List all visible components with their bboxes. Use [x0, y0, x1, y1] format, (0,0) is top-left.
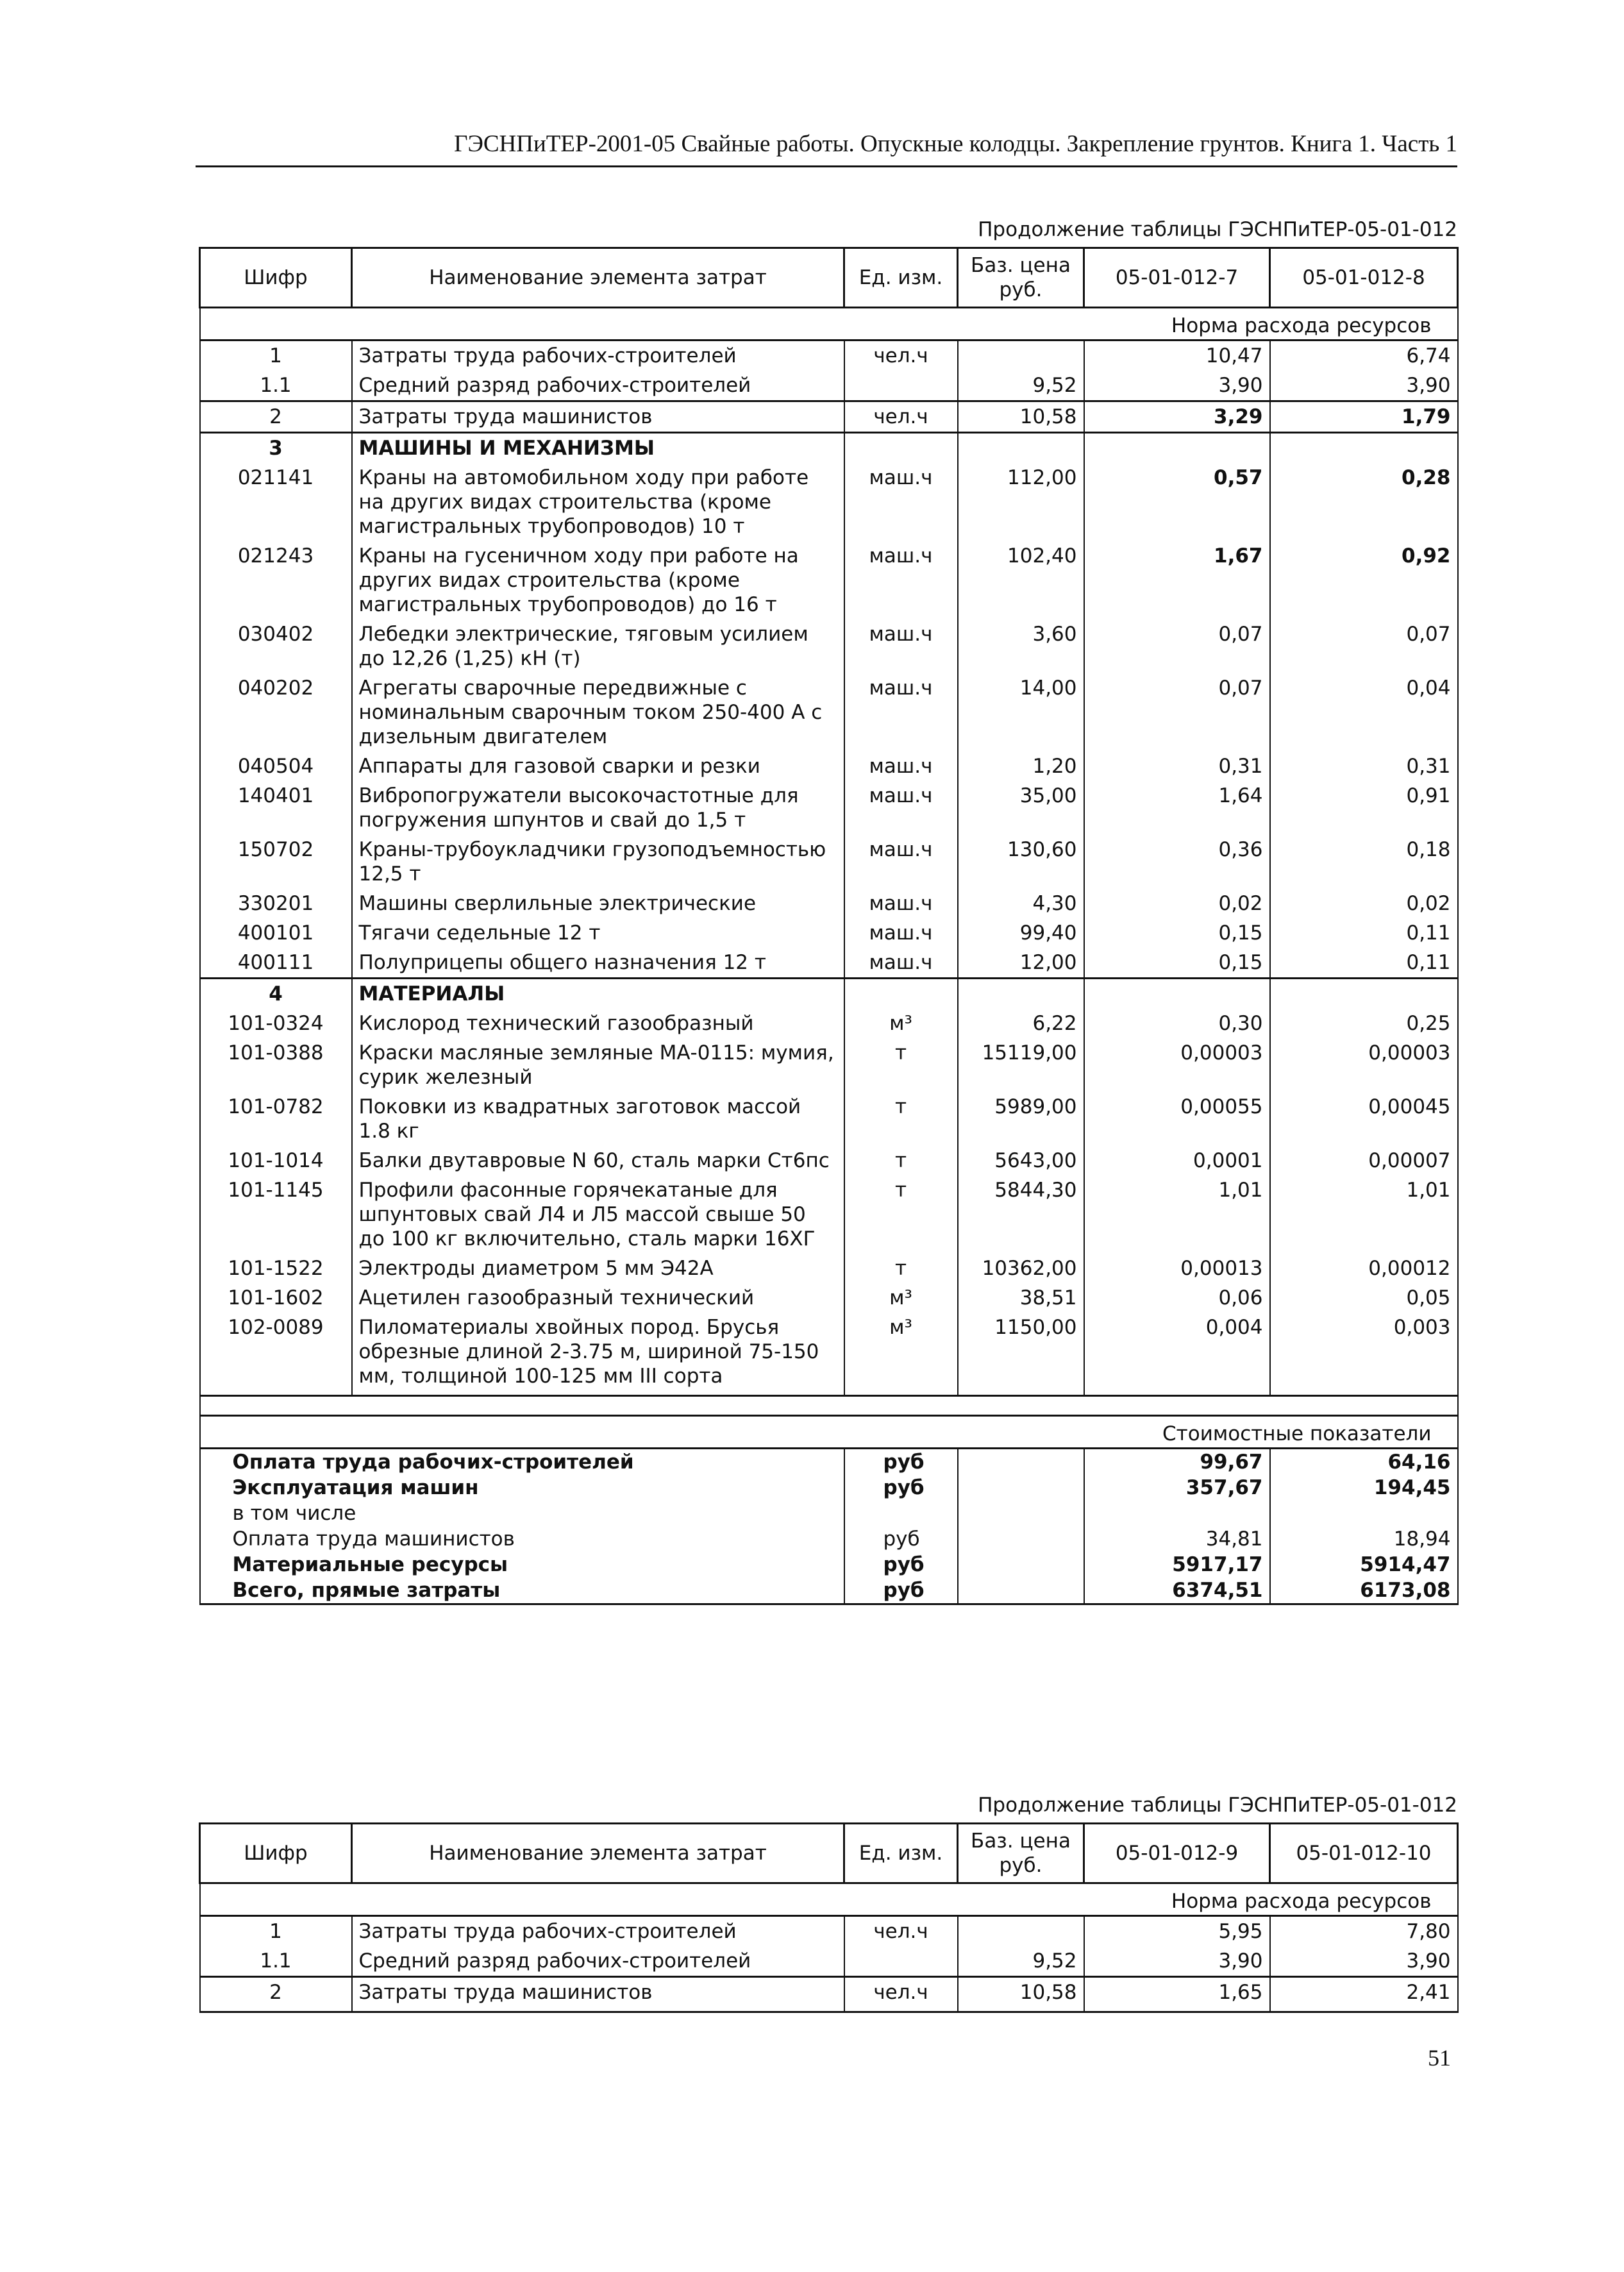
table-row: [200, 1092, 1458, 1146]
cost-label: в том числе: [200, 1501, 844, 1526]
row-code: 1.1: [200, 1946, 352, 1977]
empty-cell: [958, 433, 1084, 464]
row-price: 9,52: [958, 1946, 1084, 1977]
row-code: 400101: [200, 918, 352, 948]
row-code: 102-0089: [200, 1313, 352, 1396]
cost-row: [200, 1475, 1458, 1501]
cost-unit: [844, 1501, 958, 1526]
row-name: Агрегаты сварочные передвижные с номинальным сварочным током 250-400 А с дизельным двигателем: [352, 673, 844, 752]
cost-value-1: 34,81: [1084, 1526, 1270, 1552]
cost-value-1: [1084, 1501, 1270, 1526]
row-norm-2: 0,11: [1270, 948, 1458, 979]
row-unit: т: [844, 1092, 958, 1146]
row-name: Затраты труда рабочих-строителей: [352, 341, 844, 371]
section-row: [200, 979, 1458, 1009]
cost-unit: руб: [844, 1578, 958, 1604]
row-code: 1.1: [200, 371, 352, 401]
row-price: 130,60: [958, 835, 1084, 889]
cost-label: Всего, прямые затраты: [200, 1578, 844, 1604]
row-price: 1,20: [958, 752, 1084, 781]
row-price: [958, 341, 1084, 371]
row-code: 101-0324: [200, 1009, 352, 1038]
row-norm-2: 0,91: [1270, 781, 1458, 835]
row-unit: маш.ч: [844, 781, 958, 835]
row-norm-1: 3,29: [1084, 401, 1270, 433]
table-row: [200, 1916, 1458, 1947]
row-code: 040202: [200, 673, 352, 752]
row-norm-2: 0,18: [1270, 835, 1458, 889]
table-row: [200, 541, 1458, 619]
table-row: [200, 889, 1458, 918]
table-row: [200, 1283, 1458, 1313]
row-norm-2: 0,25: [1270, 1009, 1458, 1038]
row-norm-1: 1,67: [1084, 541, 1270, 619]
table-row: [200, 1977, 1458, 2012]
row-norm-1: 0,31: [1084, 752, 1270, 781]
table-row: [200, 1175, 1458, 1254]
row-norm-1: 0,07: [1084, 619, 1270, 673]
row-unit: чел.ч: [844, 1916, 958, 1947]
norm-band-label: Норма расхода ресурсов: [200, 308, 1458, 341]
table-caption: Продолжение таблицы ГЭСНПиТЕР-05-01-012: [978, 218, 1457, 241]
row-unit: чел.ч: [844, 341, 958, 371]
table-row: [200, 1038, 1458, 1092]
row-norm-2: 1,79: [1270, 401, 1458, 433]
table-row: [200, 1146, 1458, 1175]
resource-table: [199, 247, 1459, 1605]
row-code: 101-1602: [200, 1283, 352, 1313]
col-header-code: Шифр: [200, 248, 352, 308]
row-norm-1: 1,64: [1084, 781, 1270, 835]
row-norm-2: 3,90: [1270, 371, 1458, 401]
row-code: 021141: [200, 463, 352, 541]
row-norm-2: 0,92: [1270, 541, 1458, 619]
row-name: Затраты труда машинистов: [352, 1977, 844, 2012]
cost-band-row: [200, 1416, 1458, 1449]
row-norm-1: 3,90: [1084, 1946, 1270, 1977]
table-row: [200, 781, 1458, 835]
row-name: Вибропогружатели высокочастотные для погружения шпунтов и свай до 1,5 т: [352, 781, 844, 835]
col-header-norm-2: 05-01-012-8: [1270, 248, 1458, 308]
cost-unit: руб: [844, 1552, 958, 1578]
row-unit: маш.ч: [844, 835, 958, 889]
col-header-unit: Ед. изм.: [844, 248, 958, 308]
cost-value-1: 6374,51: [1084, 1578, 1270, 1604]
row-norm-2: 0,31: [1270, 752, 1458, 781]
row-price: 3,60: [958, 619, 1084, 673]
section-title: МАТЕРИАЛЫ: [352, 979, 844, 1009]
row-name: Балки двутавровые N 60, сталь марки Ст6пс: [352, 1146, 844, 1175]
col-header-code: Шифр: [200, 1824, 352, 1883]
resource-table-2-body: [200, 1824, 1458, 2012]
cost-label: Оплата труда рабочих-строителей: [200, 1449, 844, 1476]
row-price: 6,22: [958, 1009, 1084, 1038]
cost-value-2: 6173,08: [1270, 1578, 1458, 1604]
empty-cell: [1084, 979, 1270, 1009]
row-norm-1: 1,01: [1084, 1175, 1270, 1254]
running-header: ГЭСНПиТЕР-2001-05 Свайные работы. Опускные колодцы. Закрепление грунтов. Книга 1. Часть 1: [196, 128, 1457, 167]
row-code: 2: [200, 1977, 352, 2012]
row-name: Краны-трубоукладчики грузоподъемностью 12,5 т: [352, 835, 844, 889]
row-price: 14,00: [958, 673, 1084, 752]
row-unit: т: [844, 1254, 958, 1283]
row-norm-2: 0,00012: [1270, 1254, 1458, 1283]
row-norm-2: 0,02: [1270, 889, 1458, 918]
col-header-name: Наименование элемента затрат: [352, 248, 844, 308]
row-name: Профили фасонные горячекатаные для шпунтовых свай Л4 и Л5 массой свыше 50 до 100 кг включительно, сталь марки 16ХГ: [352, 1175, 844, 1254]
col-header-price: Баз. цена руб.: [958, 1824, 1084, 1883]
empty-cell: [1270, 433, 1458, 464]
row-name: Затраты труда машинистов: [352, 401, 844, 433]
row-code: 330201: [200, 889, 352, 918]
cost-unit: руб: [844, 1449, 958, 1476]
row-code: 2: [200, 401, 352, 433]
row-unit: т: [844, 1175, 958, 1254]
empty-cell: [958, 1578, 1084, 1604]
row-unit: м³: [844, 1009, 958, 1038]
row-price: [958, 1916, 1084, 1947]
row-price: 12,00: [958, 948, 1084, 979]
col-header-norm-2: 05-01-012-10: [1270, 1824, 1458, 1883]
row-price: 5643,00: [958, 1146, 1084, 1175]
row-norm-2: 7,80: [1270, 1916, 1458, 1947]
empty-cell: [958, 979, 1084, 1009]
row-code: 101-0388: [200, 1038, 352, 1092]
row-price: 112,00: [958, 463, 1084, 541]
row-unit: т: [844, 1146, 958, 1175]
row-norm-1: 0,07: [1084, 673, 1270, 752]
row-price: 1150,00: [958, 1313, 1084, 1396]
row-name: Краны на автомобильном ходу при работе на других видах строительства (кроме магистральных трубопроводов) 10 т: [352, 463, 844, 541]
table-row: [200, 752, 1458, 781]
row-price: 38,51: [958, 1283, 1084, 1313]
row-price: 9,52: [958, 371, 1084, 401]
page-number: 51: [1428, 2045, 1451, 2071]
row-unit: [844, 1946, 958, 1977]
col-header-name: Наименование элемента затрат: [352, 1824, 844, 1883]
row-unit: маш.ч: [844, 948, 958, 979]
row-norm-1: 0,57: [1084, 463, 1270, 541]
empty-cell: [958, 1475, 1084, 1501]
row-unit: маш.ч: [844, 889, 958, 918]
row-norm-1: 0,00055: [1084, 1092, 1270, 1146]
row-code: 150702: [200, 835, 352, 889]
row-price: 15119,00: [958, 1038, 1084, 1092]
empty-cell: [958, 1552, 1084, 1578]
table-row: [200, 619, 1458, 673]
row-code: 101-1145: [200, 1175, 352, 1254]
row-unit: маш.ч: [844, 541, 958, 619]
row-norm-1: 5,95: [1084, 1916, 1270, 1947]
row-code: 1: [200, 1916, 352, 1947]
row-price: 10362,00: [958, 1254, 1084, 1283]
row-code: 1: [200, 341, 352, 371]
cost-value-1: 5917,17: [1084, 1552, 1270, 1578]
row-name: Средний разряд рабочих-строителей: [352, 1946, 844, 1977]
row-name: Затраты труда рабочих-строителей: [352, 1916, 844, 1947]
table-row: [200, 948, 1458, 979]
row-norm-1: 0,0001: [1084, 1146, 1270, 1175]
empty-cell: [1270, 979, 1458, 1009]
cost-value-2: [1270, 1501, 1458, 1526]
table-row: [200, 835, 1458, 889]
row-price: 35,00: [958, 781, 1084, 835]
row-name: Электроды диаметром 5 мм Э42А: [352, 1254, 844, 1283]
section-code: 3: [200, 433, 352, 464]
row-code: 101-1014: [200, 1146, 352, 1175]
row-norm-2: 0,04: [1270, 673, 1458, 752]
empty-cell: [1084, 433, 1270, 464]
row-norm-2: 2,41: [1270, 1977, 1458, 2012]
row-unit: т: [844, 1038, 958, 1092]
row-unit: м³: [844, 1283, 958, 1313]
row-name: Пиломатериалы хвойных пород. Брусья обрезные длиной 2-3.75 м, шириной 75-150 мм, толщиной 100-125 мм III сорта: [352, 1313, 844, 1396]
row-norm-2: 6,74: [1270, 341, 1458, 371]
table-header-row: [200, 248, 1458, 308]
row-unit: чел.ч: [844, 1977, 958, 2012]
cost-row: [200, 1449, 1458, 1476]
row-norm-2: 0,11: [1270, 918, 1458, 948]
row-norm-1: 0,00013: [1084, 1254, 1270, 1283]
cost-value-2: 194,45: [1270, 1475, 1458, 1501]
row-price: 102,40: [958, 541, 1084, 619]
row-unit: маш.ч: [844, 918, 958, 948]
row-name: Ацетилен газообразный технический: [352, 1283, 844, 1313]
col-header-price: Баз. цена руб.: [958, 248, 1084, 308]
row-name: Краны на гусеничном ходу при работе на других видах строительства (кроме магистральных трубопроводов) до 16 т: [352, 541, 844, 619]
row-unit: маш.ч: [844, 673, 958, 752]
empty-cell: [844, 433, 958, 464]
cost-unit: руб: [844, 1526, 958, 1552]
cost-row: [200, 1501, 1458, 1526]
row-unit: чел.ч: [844, 401, 958, 433]
col-header-norm-1: 05-01-012-7: [1084, 248, 1270, 308]
col-header-unit: Ед. изм.: [844, 1824, 958, 1883]
row-code: 040504: [200, 752, 352, 781]
cost-row: [200, 1552, 1458, 1578]
resource-table-body: [200, 248, 1458, 1604]
row-code: 021243: [200, 541, 352, 619]
row-code: 030402: [200, 619, 352, 673]
row-norm-2: 0,00045: [1270, 1092, 1458, 1146]
cost-value-2: 5914,47: [1270, 1552, 1458, 1578]
table-row: [200, 463, 1458, 541]
empty-cell: [844, 979, 958, 1009]
row-code: 101-0782: [200, 1092, 352, 1146]
table-row: [200, 341, 1458, 371]
cost-band-label: Стоимостные показатели: [200, 1416, 1458, 1449]
row-norm-2: 1,01: [1270, 1175, 1458, 1254]
table-row: [200, 673, 1458, 752]
cost-value-1: 357,67: [1084, 1475, 1270, 1501]
row-norm-2: 0,07: [1270, 619, 1458, 673]
row-name: Полуприцепы общего назначения 12 т: [352, 948, 844, 979]
cost-row: [200, 1526, 1458, 1552]
row-code: 140401: [200, 781, 352, 835]
row-name: Машины сверлильные электрические: [352, 889, 844, 918]
row-norm-1: 10,47: [1084, 341, 1270, 371]
cost-label: Эксплуатация машин: [200, 1475, 844, 1501]
row-norm-2: 0,00003: [1270, 1038, 1458, 1092]
table-row: [200, 401, 1458, 433]
row-price: 5844,30: [958, 1175, 1084, 1254]
row-code: 400111: [200, 948, 352, 979]
table-row: [200, 371, 1458, 401]
cost-value-2: 18,94: [1270, 1526, 1458, 1552]
table2-header-row: [200, 1824, 1458, 1883]
row-code: 101-1522: [200, 1254, 352, 1283]
empty-cell: [958, 1449, 1084, 1476]
spacer-row: [200, 1396, 1458, 1416]
cost-row: [200, 1578, 1458, 1604]
spacer-cell: [200, 1396, 1458, 1416]
empty-cell: [958, 1526, 1084, 1552]
table-row: [200, 1254, 1458, 1283]
row-price: 5989,00: [958, 1092, 1084, 1146]
table2-caption: Продолжение таблицы ГЭСНПиТЕР-05-01-012: [978, 1794, 1457, 1817]
row-norm-1: 0,15: [1084, 948, 1270, 979]
norm-band-row: [200, 308, 1458, 341]
row-name: Средний разряд рабочих-строителей: [352, 371, 844, 401]
section-code: 4: [200, 979, 352, 1009]
row-name: Кислород технический газообразный: [352, 1009, 844, 1038]
cost-value-2: 64,16: [1270, 1449, 1458, 1476]
norm-band-row: [200, 1883, 1458, 1916]
row-norm-1: 0,00003: [1084, 1038, 1270, 1092]
row-price: 10,58: [958, 1977, 1084, 2012]
row-price: 4,30: [958, 889, 1084, 918]
row-name: Тягачи седельные 12 т: [352, 918, 844, 948]
resource-table-2: [199, 1822, 1459, 2013]
table-row: [200, 1313, 1458, 1396]
row-name: Краски масляные земляные МА-0115: мумия, сурик железный: [352, 1038, 844, 1092]
row-norm-2: 0,003: [1270, 1313, 1458, 1396]
table-row: [200, 1009, 1458, 1038]
row-norm-2: 0,28: [1270, 463, 1458, 541]
section-row: [200, 433, 1458, 464]
table-row: [200, 918, 1458, 948]
table-row: [200, 1946, 1458, 1977]
empty-cell: [958, 1501, 1084, 1526]
norm-band-label: Норма расхода ресурсов: [200, 1883, 1458, 1916]
row-name: Лебедки электрические, тяговым усилием до 12,26 (1,25) кН (т): [352, 619, 844, 673]
row-price: 99,40: [958, 918, 1084, 948]
row-unit: [844, 371, 958, 401]
row-norm-1: 0,15: [1084, 918, 1270, 948]
row-norm-1: 0,36: [1084, 835, 1270, 889]
row-name: Поковки из квадратных заготовок массой 1.8 кг: [352, 1092, 844, 1146]
row-norm-1: 0,02: [1084, 889, 1270, 918]
row-norm-2: 0,05: [1270, 1283, 1458, 1313]
row-price: 10,58: [958, 401, 1084, 433]
row-norm-2: 3,90: [1270, 1946, 1458, 1977]
cost-label: Материальные ресурсы: [200, 1552, 844, 1578]
row-unit: маш.ч: [844, 463, 958, 541]
row-unit: маш.ч: [844, 619, 958, 673]
cost-value-1: 99,67: [1084, 1449, 1270, 1476]
row-unit: маш.ч: [844, 752, 958, 781]
cost-unit: руб: [844, 1475, 958, 1501]
row-name: Аппараты для газовой сварки и резки: [352, 752, 844, 781]
section-title: МАШИНЫ И МЕХАНИЗМЫ: [352, 433, 844, 464]
row-unit: м³: [844, 1313, 958, 1396]
row-norm-1: 0,06: [1084, 1283, 1270, 1313]
col-header-norm-1: 05-01-012-9: [1084, 1824, 1270, 1883]
row-norm-2: 0,00007: [1270, 1146, 1458, 1175]
row-norm-1: 3,90: [1084, 371, 1270, 401]
row-norm-1: 1,65: [1084, 1977, 1270, 2012]
cost-label: Оплата труда машинистов: [200, 1526, 844, 1552]
row-norm-1: 0,30: [1084, 1009, 1270, 1038]
row-norm-1: 0,004: [1084, 1313, 1270, 1396]
